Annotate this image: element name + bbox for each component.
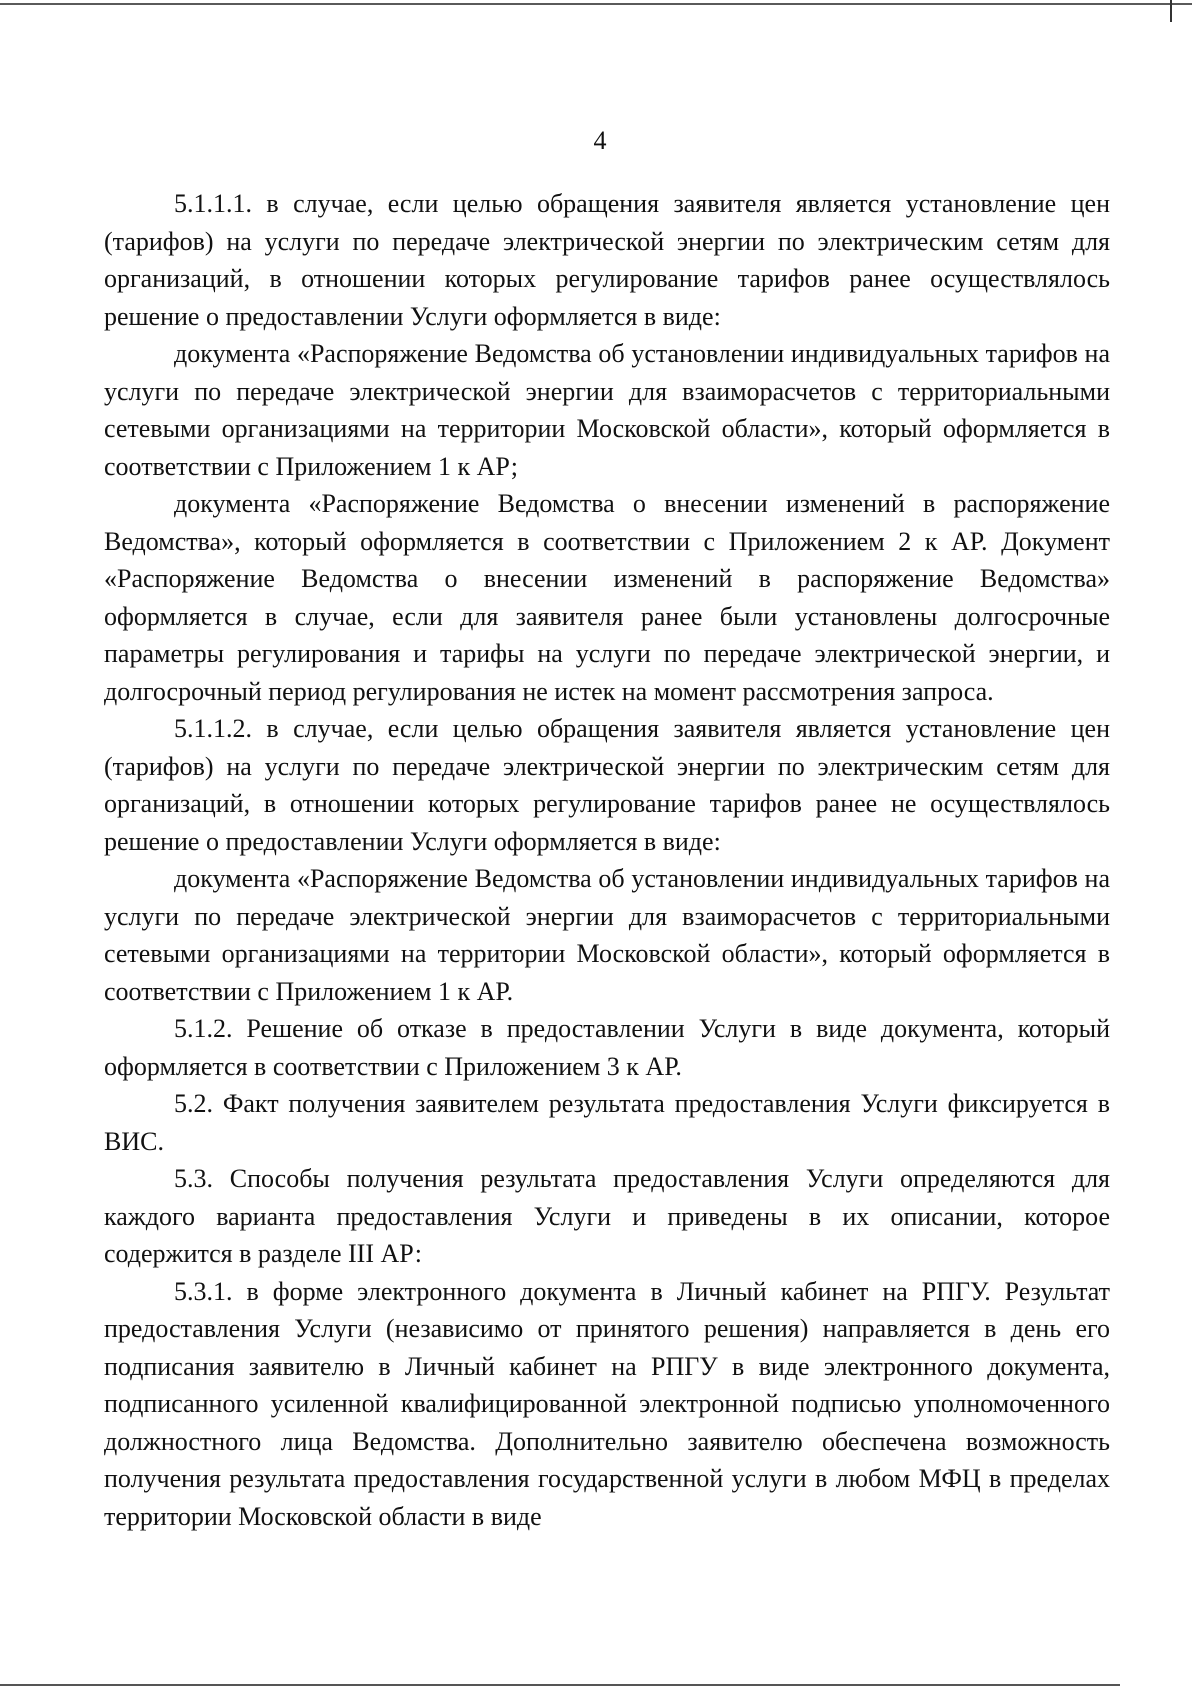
scan-top-edge [0,3,1192,5]
paragraph-5-1-1-1: 5.1.1.1. в случае, если целью обращения заявителя является установление цен (тарифов) на услуги по передаче электрической энергии по электрическим сетям для организаций, в отношении которых регулирование тарифов ранее осуществлялось решение о предоставлении Услуги оформляется в виде: [104,189,1110,331]
paragraph-5-3: 5.3. Способы получения результата предоставления Услуги определяются для каждого варианта предоставления Услуги и приведены в их описании, которое содержится в разделе III АР: [104,1164,1110,1268]
paragraph-5-2: 5.2. Факт получения заявителем результата предоставления Услуги фиксируется в ВИС. [104,1089,1110,1156]
paragraph-document-appendix-2: документа «Распоряжение Ведомства о внесении изменений в распоряжение Ведомства», который оформляется в соответствии с Приложением 2 к АР. Документ «Распоряжение Ведомства о внесении изменений в распоряжение Ведомства» оформляется в случае, если для заявителя ранее были установлены долгосрочные параметры регулирования и тарифы на услуги по передаче электрической энергии, и долгосрочный период регулирования не истек на момент рассмотрения запроса. [104,489,1110,706]
paragraph-document-appendix-1: документа «Распоряжение Ведомства об установлении индивидуальных тарифов на услуги по передаче электрической энергии для взаиморасчетов с территориальными сетевыми организациями на территории Московской области», который оформляется в соответствии с Приложением 1 к АР; [104,339,1110,481]
paragraph-5-1-2: 5.1.2. Решение об отказе в предоставлении Услуги в виде документа, который оформляется в соответствии с Приложением 3 к АР. [104,1014,1110,1081]
page-number: 4 [593,126,607,155]
document-body [104,185,1110,1535]
scan-edge-mark [1170,0,1172,22]
paragraph-5-3-1: 5.3.1. в форме электронного документа в Личный кабинет на РПГУ. Результат предоставления Услуги (независимо от принятого решения) направляется в день его подписания заявителю в Личный кабинет на РПГУ в виде электронного документа, подписанного усиленной квалифицированной электронной подписью уполномоченного должностного лица Ведомства. Дополнительно заявителю обеспечена возможность получения результата предоставления государственной услуги в любом МФЦ в пределах территории Московской области в виде [104,1276,1110,1531]
paragraph-5-1-1-2: 5.1.1.2. в случае, если целью обращения заявителя является установление цен (тарифов) на услуги по передаче электрической энергии по электрическим сетям для организаций, в отношении которых регулирование тарифов ранее не осуществлялось решение о предоставлении Услуги оформляется в виде: [104,714,1110,856]
paragraph-document-appendix-1-second: документа «Распоряжение Ведомства об установлении индивидуальных тарифов на услуги по передаче электрической энергии для взаиморасчетов с территориальными сетевыми организациями на территории Московской области», который оформляется в соответствии с Приложением 1 к АР. [104,864,1110,1006]
scan-bottom-edge [0,1684,1120,1686]
